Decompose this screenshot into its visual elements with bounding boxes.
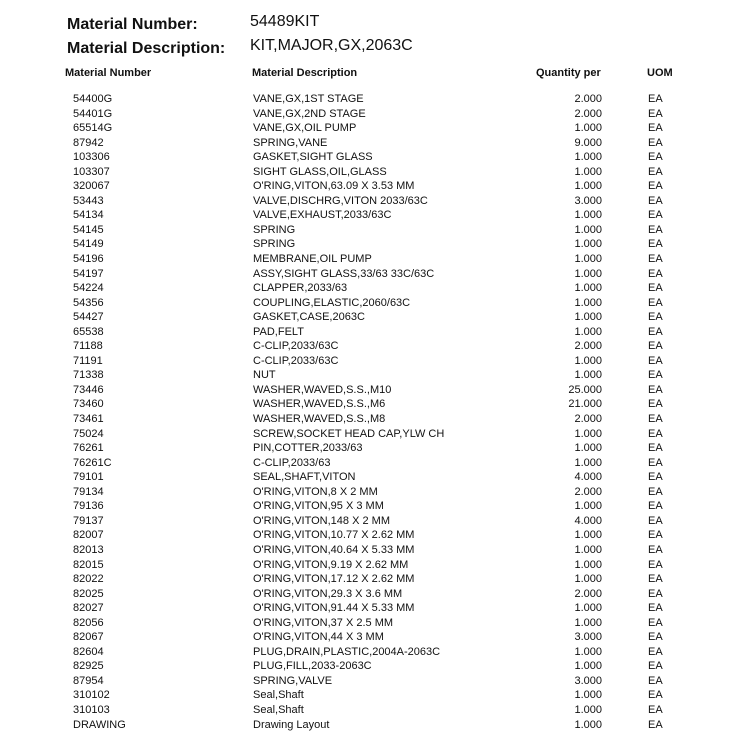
- quantity-cell: 1.000: [574, 456, 602, 469]
- table-row: [0, 368, 740, 383]
- quantity-cell: 2.000: [574, 340, 602, 353]
- quantity-cell: 1.000: [574, 180, 602, 193]
- material-number-cell: 82015: [73, 558, 104, 571]
- uom-cell: EA: [648, 674, 663, 687]
- material-description-cell: O'RING,VITON,63.09 X 3.53 MM: [253, 180, 415, 193]
- material-number-cell: 82604: [73, 645, 104, 658]
- material-description-cell: SPRING,VALVE: [253, 674, 333, 687]
- material-number-cell: 79101: [73, 471, 104, 484]
- uom-cell: EA: [648, 543, 663, 556]
- quantity-cell: 1.000: [574, 616, 602, 629]
- material-description-cell: MEMBRANE,OIL PUMP: [253, 253, 372, 266]
- material-description-cell: O'RING,VITON,29.3 X 3.6 MM: [253, 587, 403, 600]
- material-description-cell: O'RING,VITON,95 X 3 MM: [253, 500, 384, 513]
- material-number-cell: 76261C: [73, 456, 112, 469]
- material-description-cell: WASHER,WAVED,S.S.,M10: [253, 383, 392, 396]
- uom-cell: EA: [648, 107, 663, 120]
- table-row: [0, 281, 740, 296]
- material-number-cell: 54197: [73, 267, 104, 280]
- quantity-cell: 1.000: [574, 354, 602, 367]
- quantity-cell: 1.000: [574, 151, 602, 164]
- uom-cell: EA: [648, 660, 663, 673]
- table-row: [0, 572, 740, 587]
- quantity-cell: 1.000: [574, 267, 602, 280]
- quantity-cell: 1.000: [574, 311, 602, 324]
- quantity-cell: 1.000: [574, 573, 602, 586]
- quantity-cell: 1.000: [574, 442, 602, 455]
- material-description-cell: WASHER,WAVED,S.S.,M8: [253, 413, 386, 426]
- uom-cell: EA: [648, 456, 663, 469]
- table-row: [0, 354, 740, 369]
- uom-cell: EA: [648, 587, 663, 600]
- uom-cell: EA: [648, 398, 663, 411]
- quantity-cell: 25.000: [568, 383, 602, 396]
- table-row: [0, 703, 740, 718]
- material-number-cell: 87954: [73, 674, 104, 687]
- material-number-cell: 82025: [73, 587, 104, 600]
- table-row: [0, 427, 740, 442]
- quantity-cell: 2.000: [574, 107, 602, 120]
- material-number-cell: 54356: [73, 296, 104, 309]
- quantity-cell: 1.000: [574, 209, 602, 222]
- table-row: [0, 223, 740, 238]
- material-description-cell: PLUG,DRAIN,PLASTIC,2004A-2063C: [253, 645, 441, 658]
- material-description-cell: O'RING,VITON,8 X 2 MM: [253, 485, 378, 498]
- material-number-cell: 82925: [73, 660, 104, 673]
- uom-cell: EA: [648, 703, 663, 716]
- table-row: [0, 397, 740, 412]
- material-number-cell: 54400G: [73, 93, 113, 105]
- quantity-cell: 3.000: [574, 194, 602, 207]
- uom-cell: EA: [648, 427, 663, 440]
- material-number-cell: 82056: [73, 616, 104, 629]
- uom-cell: EA: [648, 573, 663, 586]
- material-description-cell: O'RING,VITON,10.77 X 2.62 MM: [253, 529, 415, 542]
- uom-cell: EA: [648, 514, 663, 527]
- uom-cell: EA: [648, 369, 663, 382]
- quantity-cell: 1.000: [574, 645, 602, 658]
- material-number-cell: 82022: [73, 573, 104, 586]
- quantity-cell: 3.000: [574, 674, 602, 687]
- material-number-cell: DRAWING: [73, 718, 126, 731]
- uom-cell: EA: [648, 340, 663, 353]
- quantity-cell: 1.000: [574, 369, 602, 382]
- quantity-cell: 1.000: [574, 543, 602, 556]
- table-row: [0, 339, 740, 354]
- material-number-cell: 71188: [73, 340, 103, 353]
- table-row: [0, 237, 740, 252]
- uom-cell: EA: [648, 238, 663, 251]
- quantity-cell: 1.000: [574, 427, 602, 440]
- quantity-cell: 1.000: [574, 165, 602, 178]
- quantity-cell: 1.000: [574, 558, 602, 571]
- quantity-cell: 1.000: [574, 529, 602, 542]
- material-number-cell: 320067: [73, 180, 110, 193]
- column-header-quantity: Quantity per: [536, 67, 601, 79]
- material-description-cell: C-CLIP,2033/63C: [253, 354, 339, 367]
- material-number-cell: 71338: [73, 369, 104, 382]
- uom-cell: EA: [648, 602, 663, 615]
- quantity-cell: 1.000: [574, 602, 602, 615]
- material-number-cell: 310102: [73, 689, 110, 702]
- material-number-cell: 73460: [73, 398, 104, 411]
- material-description-cell: PIN,COTTER,2033/63: [253, 442, 363, 455]
- table-row: [0, 688, 740, 703]
- material-description-cell: O'RING,VITON,91.44 X 5.33 MM: [253, 602, 415, 615]
- table-row: [0, 252, 740, 267]
- column-header-uom: UOM: [647, 67, 673, 79]
- quantity-cell: 9.000: [574, 136, 602, 149]
- table-row: [0, 674, 740, 689]
- uom-cell: EA: [648, 209, 663, 222]
- table-row: [0, 485, 740, 500]
- material-description-cell: C-CLIP,2033/63C: [253, 340, 339, 353]
- table-row: [0, 645, 740, 660]
- uom-cell: EA: [648, 718, 663, 731]
- quantity-cell: 1.000: [574, 703, 602, 716]
- material-number-cell: 54427: [73, 311, 104, 324]
- table-row: [0, 601, 740, 616]
- quantity-cell: 3.000: [574, 631, 602, 644]
- material-number-label: Material Number:: [67, 16, 198, 33]
- uom-cell: EA: [648, 471, 663, 484]
- material-number-cell: 54149: [73, 238, 104, 251]
- uom-cell: EA: [648, 558, 663, 571]
- table-row: [0, 412, 740, 427]
- quantity-cell: 1.000: [574, 253, 602, 266]
- material-description-cell: O'RING,VITON,17.12 X 2.62 MM: [253, 573, 415, 586]
- material-number-cell: 82007: [73, 529, 104, 542]
- material-number-cell: 76261: [73, 442, 104, 455]
- table-row: [0, 150, 740, 165]
- material-description-value: KIT,MAJOR,GX,2063C: [250, 37, 413, 54]
- uom-cell: EA: [648, 442, 663, 455]
- material-description-cell: C-CLIP,2033/63: [253, 456, 331, 469]
- material-number-cell: 54145: [73, 223, 104, 236]
- uom-cell: EA: [648, 93, 663, 105]
- material-description-cell: GASKET,SIGHT GLASS: [253, 151, 373, 164]
- uom-cell: EA: [648, 689, 663, 702]
- table-row: [0, 267, 740, 282]
- material-number-cell: 103306: [73, 151, 110, 164]
- material-description-cell: VALVE,DISCHRG,VITON 2033/63C: [253, 194, 428, 207]
- uom-cell: EA: [648, 354, 663, 367]
- material-number-cell: 54224: [73, 282, 104, 295]
- material-description-cell: Seal,Shaft: [253, 703, 304, 716]
- table-row: [0, 528, 740, 543]
- uom-cell: EA: [648, 311, 663, 324]
- material-number-cell: 103307: [73, 165, 110, 178]
- material-description-cell: CLAPPER,2033/63: [253, 282, 348, 295]
- quantity-cell: 1.000: [574, 718, 602, 731]
- column-header-material-number: Material Number: [65, 67, 152, 79]
- uom-cell: EA: [648, 253, 663, 266]
- uom-cell: EA: [648, 529, 663, 542]
- uom-cell: EA: [648, 631, 663, 644]
- uom-cell: EA: [648, 223, 663, 236]
- uom-cell: EA: [648, 165, 663, 178]
- uom-cell: EA: [648, 645, 663, 658]
- column-header-material-description: Material Description: [252, 67, 358, 79]
- table-row: [0, 543, 740, 558]
- uom-cell: EA: [648, 267, 663, 280]
- table-row: [0, 456, 740, 471]
- table-row: [0, 659, 740, 674]
- uom-cell: EA: [648, 180, 663, 193]
- table-row: [0, 310, 740, 325]
- uom-cell: EA: [648, 325, 663, 338]
- material-description-cell: VANE,GX,1ST STAGE: [253, 93, 364, 105]
- quantity-cell: 2.000: [574, 485, 602, 498]
- table-row: [0, 587, 740, 602]
- material-description-cell: COUPLING,ELASTIC,2060/63C: [253, 296, 411, 309]
- table-row: [0, 208, 740, 223]
- material-number-cell: 71191: [73, 354, 103, 367]
- bill-of-materials-table: [0, 92, 740, 732]
- material-number-cell: 310103: [73, 703, 110, 716]
- uom-cell: EA: [648, 296, 663, 309]
- uom-cell: EA: [648, 194, 663, 207]
- table-row: [0, 514, 740, 529]
- table-row: [0, 718, 740, 733]
- material-description-cell: GASKET,CASE,2063C: [253, 311, 365, 324]
- material-description-cell: VANE,GX,OIL PUMP: [253, 122, 357, 135]
- material-description-cell: SPRING: [253, 238, 296, 251]
- table-row: [0, 179, 740, 194]
- material-number-cell: 87942: [73, 136, 104, 149]
- material-description-cell: ASSY,SIGHT GLASS,33/63 33C/63C: [253, 267, 435, 280]
- quantity-cell: 1.000: [574, 122, 602, 135]
- material-number-value: 54489KIT: [250, 13, 320, 30]
- material-description-cell: Drawing Layout: [253, 718, 330, 731]
- material-number-cell: 54196: [73, 253, 104, 266]
- table-row: [0, 470, 740, 485]
- table-row: [0, 296, 740, 311]
- table-row: [0, 92, 740, 107]
- material-description-cell: VANE,GX,2ND STAGE: [253, 107, 366, 120]
- material-description-cell: O'RING,VITON,148 X 2 MM: [253, 514, 390, 527]
- material-description-cell: VALVE,EXHAUST,2033/63C: [253, 209, 392, 222]
- material-number-cell: 65538: [73, 325, 104, 338]
- material-description-cell: SCREW,SOCKET HEAD CAP,YLW CH: [253, 427, 445, 440]
- uom-cell: EA: [648, 136, 663, 149]
- material-number-cell: 73461: [73, 413, 104, 426]
- table-row: [0, 616, 740, 631]
- material-description-cell: WASHER,WAVED,S.S.,M6: [253, 398, 386, 411]
- material-description-cell: O'RING,VITON,37 X 2.5 MM: [253, 616, 394, 629]
- material-number-cell: 79137: [73, 514, 104, 527]
- material-description-cell: SPRING,VANE: [253, 136, 328, 149]
- quantity-cell: 4.000: [574, 471, 602, 484]
- material-description-cell: O'RING,VITON,40.64 X 5.33 MM: [253, 543, 415, 556]
- material-number-cell: 82013: [73, 543, 104, 556]
- quantity-cell: 2.000: [574, 93, 602, 105]
- table-row: [0, 499, 740, 514]
- quantity-cell: 1.000: [574, 689, 602, 702]
- uom-cell: EA: [648, 122, 663, 135]
- table-row: [0, 558, 740, 573]
- quantity-cell: 1.000: [574, 296, 602, 309]
- table-row: [0, 630, 740, 645]
- material-description-cell: Seal,Shaft: [253, 689, 304, 702]
- material-number-cell: 53443: [73, 194, 104, 207]
- material-number-cell: 82027: [73, 602, 104, 615]
- table-row: [0, 121, 740, 136]
- uom-cell: EA: [648, 383, 663, 396]
- uom-cell: EA: [648, 485, 663, 498]
- quantity-cell: 4.000: [574, 514, 602, 527]
- quantity-cell: 21.000: [568, 398, 602, 411]
- uom-cell: EA: [648, 151, 663, 164]
- material-description-label: Material Description:: [67, 40, 226, 57]
- material-description-cell: NUT: [253, 369, 276, 382]
- material-number-cell: 82067: [73, 631, 104, 644]
- quantity-cell: 1.000: [574, 325, 602, 338]
- table-row: [0, 325, 740, 340]
- uom-cell: EA: [648, 413, 663, 426]
- material-description-cell: O'RING,VITON,9.19 X 2.62 MM: [253, 558, 409, 571]
- quantity-cell: 1.000: [574, 500, 602, 513]
- table-row: [0, 107, 740, 122]
- material-number-cell: 54401G: [73, 107, 113, 120]
- table-row: [0, 441, 740, 456]
- material-description-cell: SPRING: [253, 223, 296, 236]
- material-description-cell: PAD,FELT: [253, 325, 304, 338]
- material-number-cell: 54134: [73, 209, 104, 222]
- quantity-cell: 2.000: [574, 587, 602, 600]
- quantity-cell: 1.000: [574, 238, 602, 251]
- quantity-cell: 2.000: [574, 413, 602, 426]
- uom-cell: EA: [648, 500, 663, 513]
- material-number-cell: 75024: [73, 427, 104, 440]
- material-description-cell: SEAL,SHAFT,VITON: [253, 471, 356, 484]
- material-number-cell: 65514G: [73, 122, 113, 135]
- material-description-cell: SIGHT GLASS,OIL,GLASS: [253, 165, 387, 178]
- quantity-cell: 1.000: [574, 660, 602, 673]
- uom-cell: EA: [648, 282, 663, 295]
- material-number-cell: 79136: [73, 500, 104, 513]
- quantity-cell: 1.000: [574, 223, 602, 236]
- material-number-cell: 79134: [73, 485, 104, 498]
- table-row: [0, 136, 740, 151]
- uom-cell: EA: [648, 616, 663, 629]
- quantity-cell: 1.000: [574, 282, 602, 295]
- table-row: [0, 383, 740, 398]
- material-description-cell: PLUG,FILL,2033-2063C: [253, 660, 372, 673]
- table-row: [0, 194, 740, 209]
- material-description-cell: O'RING,VITON,44 X 3 MM: [253, 631, 384, 644]
- material-number-cell: 73446: [73, 383, 104, 396]
- table-row: [0, 165, 740, 180]
